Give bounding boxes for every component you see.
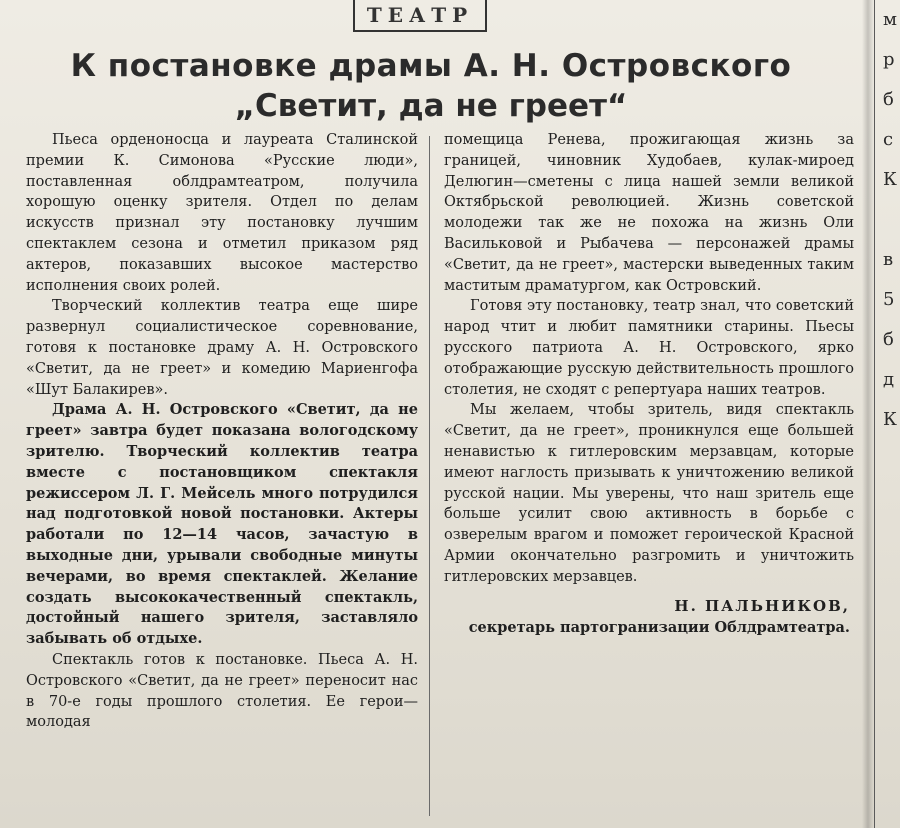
column-divider [429, 136, 430, 816]
page-fold-shadow [862, 0, 874, 828]
signature-title: секретарь партогранизации Облдрамтеатра. [468, 619, 850, 637]
adjacent-fragment: 5 [883, 289, 895, 310]
adjacent-fragment: К [883, 169, 897, 190]
adjacent-fragment: в [883, 249, 894, 270]
article-paragraph: Драма А. Н. Островского «Светит, да не греет» завтра будет показана вологодскому зрителю. Творческий коллектив театра вместе с постановщиком спектакля режиссером Л. Г. Мейсель много потрудился над подготовкой новой постановки. Актеры работали по 12—14 часов, зачастую в выходные дни, урывали свободные минуты вечерами, во время спектаклей. Желание создать высококачественный спектакль, достойный нашего зрителя, заставляло забывать об отдыхе. [26, 401, 418, 648]
adjacent-fragment [883, 200, 900, 240]
signature-name: Н. ПАЛЬНИКОВ, [674, 596, 850, 615]
adjacent-fragment: б [883, 329, 894, 350]
adjacent-column [874, 0, 900, 828]
article-paragraph: Спектакль готов к постановке. Пьеса А. Н. Островского «Светит, да не греет» переносит нас в 70-е годы прошлого столетия. Ее герои—молодая [26, 651, 418, 731]
article-column-left [26, 130, 418, 733]
adjacent-fragment: д [883, 369, 895, 390]
article-paragraph: Творческий коллектив театра еще шире развернул социалистическое соревнование, готовя к постановке драму А. Н. Островского «Светит, да не греет» и комедию Мариенгофа «Шут Балакирев». [26, 298, 418, 398]
article-column-right [444, 130, 854, 639]
article-paragraph: Готовя эту постановку, театр знал, что советский народ чтит и любит памятники старины. Пьесы русского патриота А. Н. Островского, ярко отображающие русскую действительность прошлого столетия, не сходят с репертуара наших театров. [444, 298, 854, 398]
section-label: ТЕАТР [353, 0, 487, 32]
article-paragraph: Мы желаем, чтобы зритель, видя спектакль «Светит, да не греет», проникнулся еще большей ненавистью к гитлеровским мерзавцам, которые имеют наглость призывать к уничтожению великой русской нации. Мы уверены, что наш зритель еще больше усилит свою активность в борьбе с озверелым врагом и поможет героической Красной Армии окончательно разгромить и уничтожить гитлеровских мерзавцев. [444, 402, 854, 585]
adjacent-fragment: б [883, 89, 894, 110]
adjacent-fragment: р [883, 49, 895, 70]
adjacent-fragment: с [883, 129, 894, 150]
article-paragraph: помещица Ренева, прожигающая жизнь за границей, чиновник Худобаев, кулак-мироед Делюгин—сметены с лица нашей земли великой Октябрьской революцией. Жизнь советской молодежи так же не похожа на жизнь Оли Васильковой и Рыбачева — персонажей драмы «Светит, да не греет», мастерски выведенных таким маститым драматургом, как Островский. [444, 132, 854, 294]
headline-line-1: К постановке драмы А. Н. Островского [70, 48, 792, 84]
adjacent-fragment: м [883, 9, 898, 30]
article-paragraph: Пьеса орденоносца и лауреата Сталинской премии К. Симонова «Русские люди», поставленная облдрамтеатром, получила хорошую оценку зрителя. Отдел по делам искусств признал эту постановку лучшим спектаклем сезона и отметил приказом ряд актеров, показавших высокое мастерство исполнения своих ролей. [26, 132, 418, 294]
headline-line-2: „Светит, да не греет“ [234, 88, 628, 124]
adjacent-fragment: К [883, 409, 897, 430]
